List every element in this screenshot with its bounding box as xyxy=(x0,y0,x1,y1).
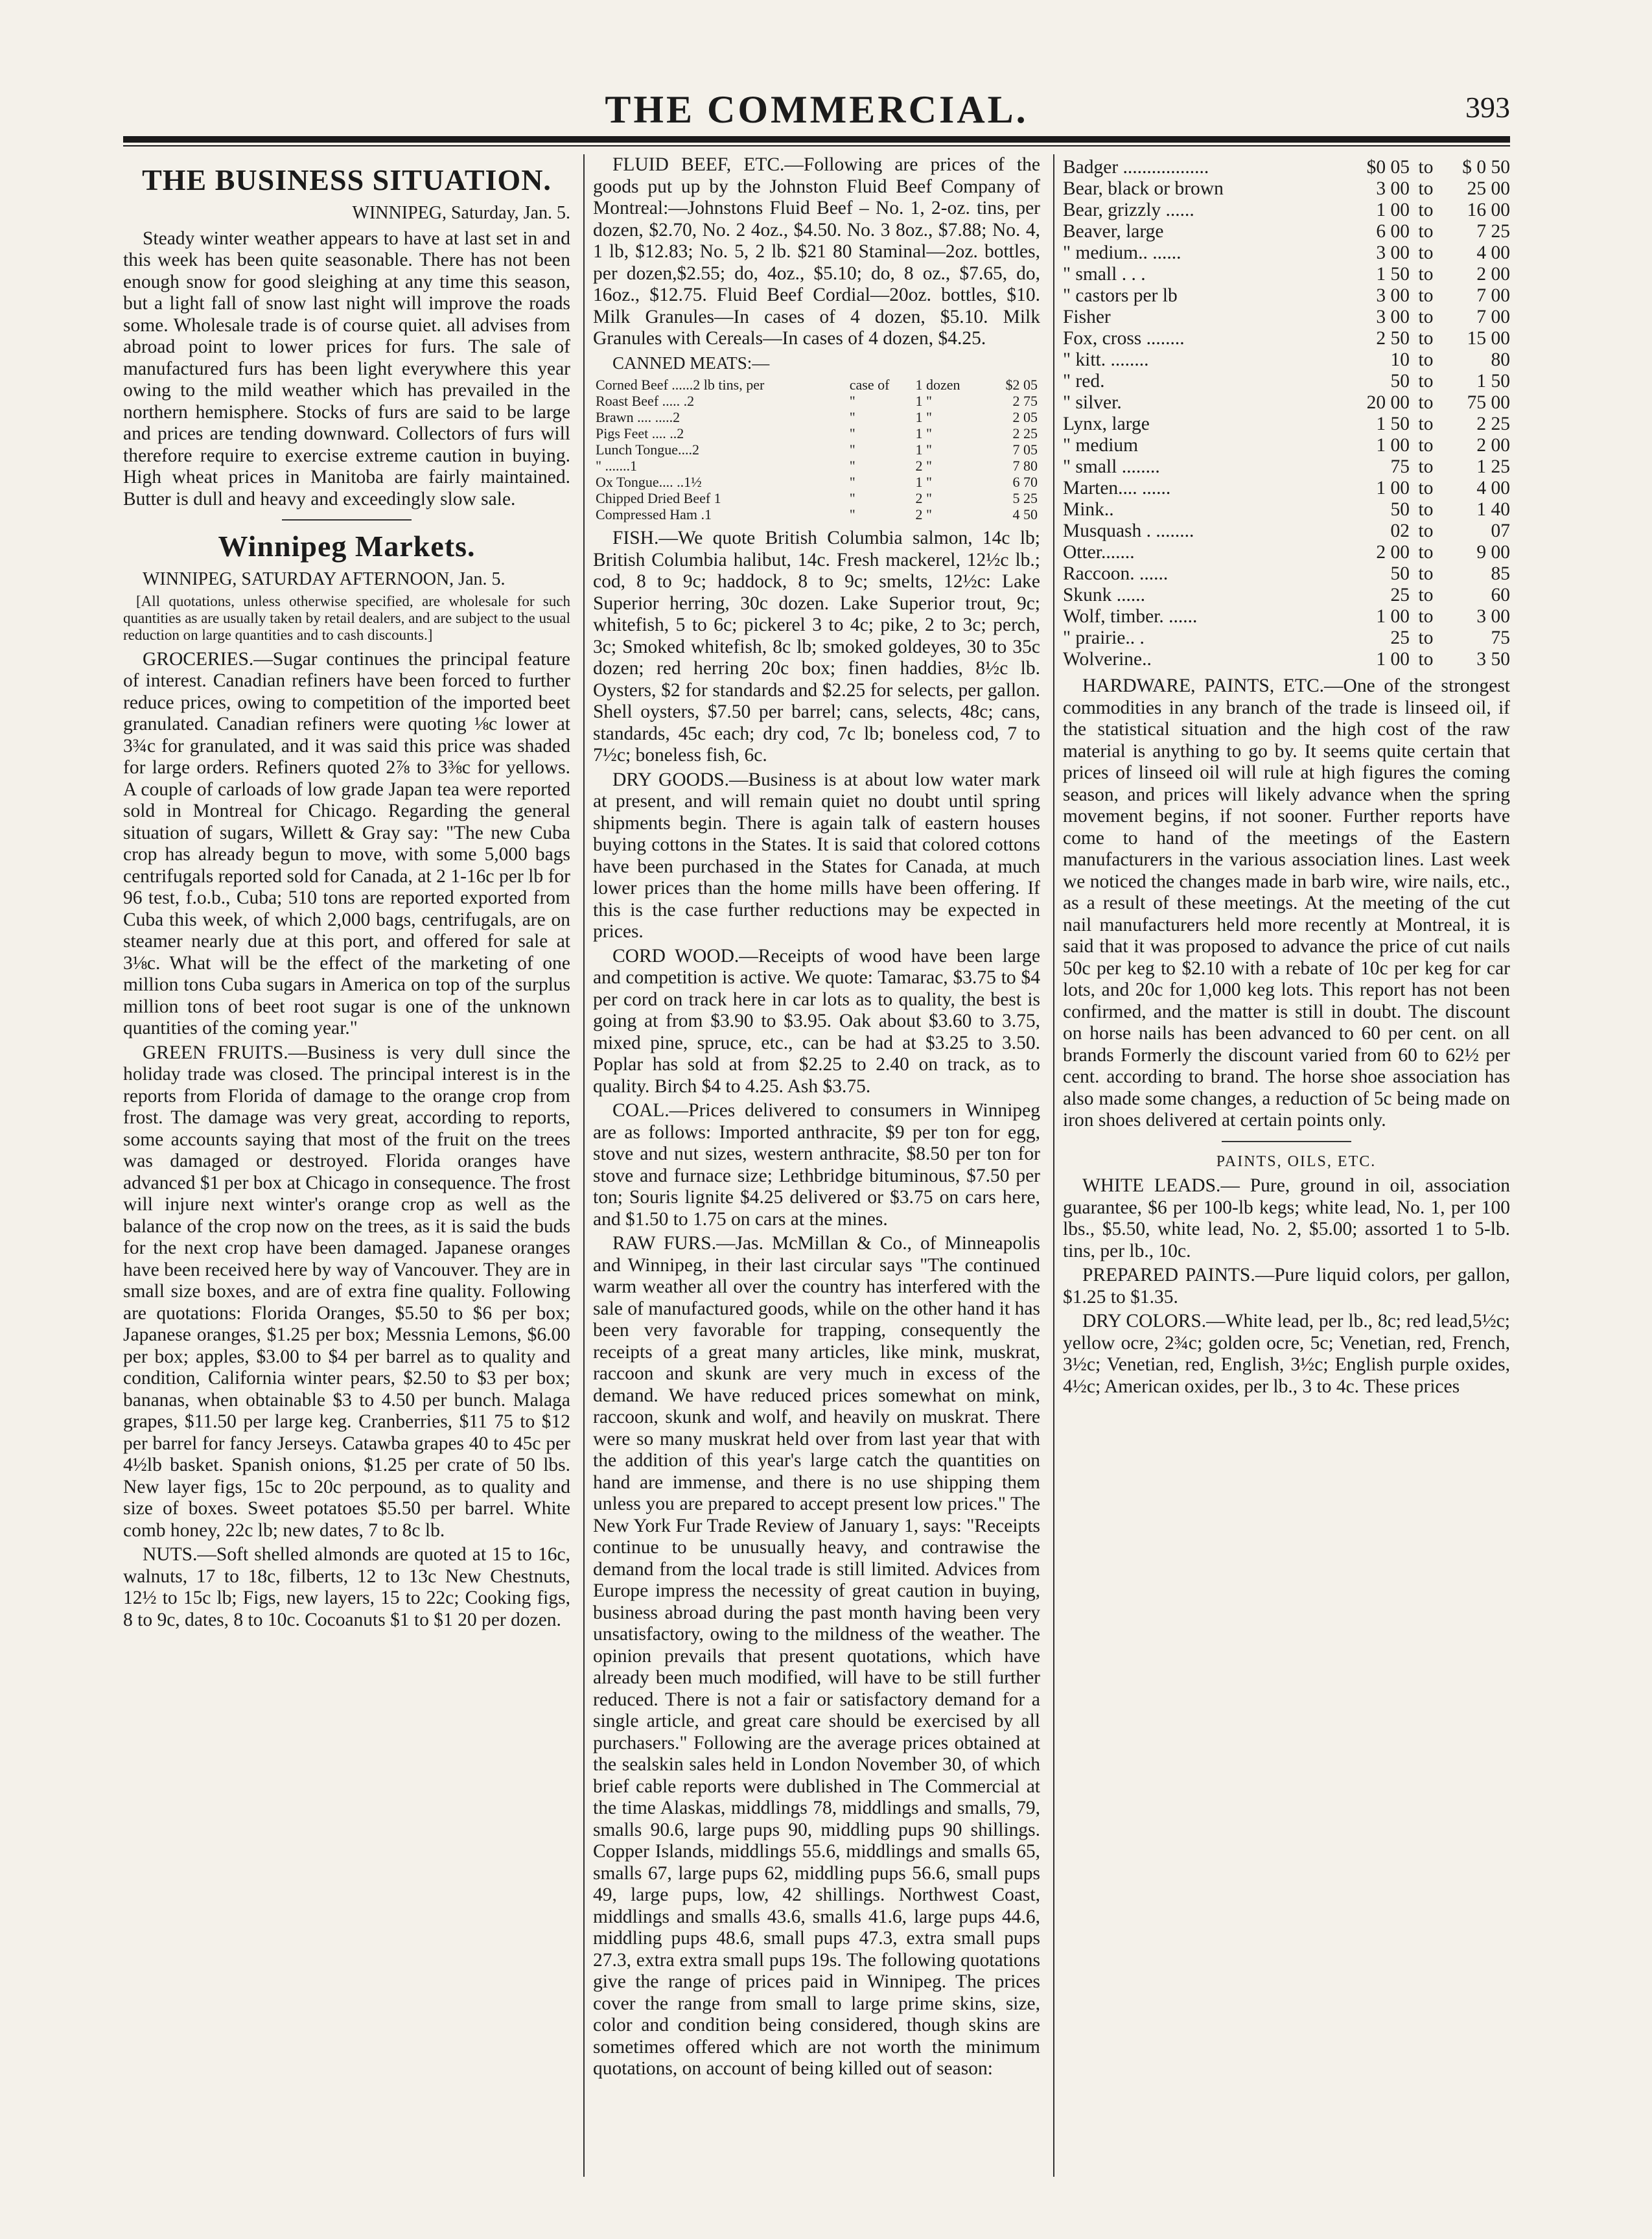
canned-qty: 1 " xyxy=(915,409,933,425)
canned-qty: 1 " xyxy=(915,441,933,458)
fur-price-row xyxy=(1063,542,1510,563)
fur-price-low: 50 xyxy=(1390,499,1410,520)
fur-price-high: 60 xyxy=(1491,585,1510,605)
fur-price-high: 7 00 xyxy=(1476,285,1510,306)
fur-name: Bear, black or brown xyxy=(1063,178,1224,199)
fur-name: Raccoon. ...... xyxy=(1063,563,1169,584)
fur-price-high: 4 00 xyxy=(1476,478,1510,498)
fur-price-row xyxy=(1063,435,1510,456)
fur-name: " medium.. ...... xyxy=(1063,242,1181,263)
fur-price-row xyxy=(1063,649,1510,670)
fur-price-low: 3 00 xyxy=(1376,242,1410,263)
fur-price-to: to xyxy=(1418,521,1434,541)
fur-name: Fox, cross ........ xyxy=(1063,328,1185,349)
fur-price-low: 2 00 xyxy=(1376,542,1410,563)
fur-price-low: 1 00 xyxy=(1376,649,1410,670)
fur-price-to: to xyxy=(1418,200,1434,220)
fur-price-high: 2 25 xyxy=(1476,414,1510,434)
header-rule-thin xyxy=(123,145,1510,147)
canned-case: " xyxy=(849,441,855,458)
cord-wood-paragraph: CORD WOOD.—Receipts of wood have been large and competition is active. We quote: Tamarac, $3.75 to $4 per cord on track here in car lots as to quality, the best is going at from $3.90 to $3.95. Oak about $3.60 to 3.75, mixed pine, spruce, etc., can be had at $3.25 to 3.50. Poplar has sold at from $2.25 to 2.40 on track, as to quality. Birch $4 to 4.25. Ash $3.75. xyxy=(593,945,1040,1097)
fur-price-high: 2 00 xyxy=(1476,264,1510,285)
fur-price-to: to xyxy=(1418,499,1434,520)
fur-name: Marten.... ...... xyxy=(1063,478,1171,498)
canned-case: " xyxy=(849,490,855,506)
fur-price-row xyxy=(1063,221,1510,242)
fur-price-to: to xyxy=(1418,285,1434,306)
fur-price-high: 85 xyxy=(1491,563,1510,584)
fur-price-low: 3 00 xyxy=(1376,307,1410,327)
fur-price-low: 1 00 xyxy=(1376,435,1410,456)
fur-price-to: to xyxy=(1418,242,1434,263)
canned-meats-heading: CANNED MEATS:— xyxy=(612,353,770,373)
fur-price-low: 2 50 xyxy=(1376,328,1410,349)
dry-goods-paragraph: DRY GOODS.—Business is at about low water mark at present, and will remain quiet no doubt until spring shipments begin. There is again talk of eastern houses buying cottons in the States. It is said that colored cottons have been purchased in the States for Canada, at much lower prices than the home mills have been offering. If this is the case further reductions may be expected in prices. xyxy=(593,769,1040,942)
fur-price-high: 7 00 xyxy=(1476,307,1510,327)
canned-qty: 1 " xyxy=(915,474,933,490)
fur-name: " small ........ xyxy=(1063,456,1160,477)
canned-price: 6 70 xyxy=(1012,474,1038,490)
groceries-paragraph: GROCERIES.—Sugar continues the principal feature of interest. Canadian refiners have been forced to further reduce prices, owing to competition of the imported beet granulated. Canadian refiners were quoting ⅛c lower at 3¾c for granulated, and it was said this price was shaded for large orders. Refiners quoted 2⅞ to 3⅜c for yellows. A couple of carloads of low grade Japan tea were reported sold in Montreal for Chicago. Regarding the general situation of sugars, Willett & Gray say: "The new Cuba crop has already begun to move, with some 5,000 bags centrifugals reported sold for Canada, at 2 1-16c per lb for 96 test, f.o.b., Cuba; 510 tons are reported exported from Cuba this week, of which 2,000 bags, centrifugals, are on steamer nearly due at this port, and offered for sale at 3⅛c. What will be the effect of the marketing of one million tons Cuba sugars in America on top of the surplus million tons of beet root sugar is one of the unknown quantities of the coming year." xyxy=(123,648,570,1038)
fur-price-low: $0 05 xyxy=(1366,157,1410,178)
fur-price-high: 25 00 xyxy=(1467,178,1510,199)
column-2 xyxy=(593,154,1040,2177)
nuts-paragraph: NUTS.—Soft shelled almonds are quoted at 15 to 16c, walnuts, 17 to 18c, filberts, 12 to 13c New Chestnuts, 12½ to 15c lb; Figs, new layers, 15 to 22c; Cooking figs, 8 to 9c, dates, 8 to 10c. Cocoanuts $1 to $1 20 per dozen. xyxy=(123,1544,570,1630)
raw-furs-paragraph: RAW FURS.—Jas. McMillan & Co., of Minneapolis and Winnipeg, in their last circular says "The continued warm weather all over the country has interfered with the sale of manufactured goods, while on the other hand it has been very favorable for trapping, consequently the receipts of a great many articles, like mink, muskrat, raccoon and skunk are very much in excess of the demand. We have reduced prices somewhat on mink, raccoon, skunk and wolf, and heavily on muskrat. There were so many muskrat held over from last year that with the addition of this year's large catch the quantities on hand are immense, and there is no use shipping them unless you are prepared to accept present low prices." The New York Fur Trade Review of January 1, says: "Receipts continue to be unusually heavy, and contrawise the demand from the local trade is still limited. Advices from Europe impress the necessity of great caution in buying, business abroad during the past month having been very unsatisfactory, owing to the mildness of the weather. The opinion prevails that present quotations, which have already been much modified, will have to be still further reduced. There is not a fair or satisfactory demand for a single article, and great care should be exercised by all purchasers." Following are the average prices obtained at the sealskin sales held in London November 30, of which brief cable reports were dublished in The Commercial at the time Alaskas, middlings 78, middlings and smalls, 79, smalls 90.6, large pups 90, middling pups 90 shillings. Copper Islands, middlings 55.6, middlings and smalls 65, smalls 67, large pups 62, middling pups 56.6, small pups 49, large pups, low, 42 shillings. Northwest Coast, middlings and smalls 43.6, smalls 41.6, large pups 44.6, middling pups 48.6, small pups 47.3, extra small pups 27.3, extra extra small pups 19s. The following quotations give the range of prices paid in Winnipeg. The prices cover the range from small to large prime skins, size, color and condition being considered, though skins are sometimes offered which are not worth the minimum quotations, on account of being killed out of season: xyxy=(593,1233,1040,2079)
canned-price: 2 25 xyxy=(1012,425,1038,441)
fur-price-row xyxy=(1063,264,1510,285)
fur-price-low: 25 xyxy=(1390,627,1410,648)
prepared-paints-paragraph: PREPARED PAINTS.—Pure liquid colors, per gallon, $1.25 to $1.35. xyxy=(1063,1265,1510,1307)
canned-meats-row xyxy=(593,409,1040,425)
fur-price-low: 02 xyxy=(1390,521,1410,541)
canned-item: Roast Beef ..... .2 xyxy=(596,393,695,409)
fur-name: " silver. xyxy=(1063,392,1122,413)
fur-price-high: 15 00 xyxy=(1467,328,1510,349)
canned-price: 5 25 xyxy=(1012,490,1038,506)
dry-colors-paragraph: DRY COLORS.—White lead, per lb., 8c; red lead,5½c; yellow ocre, 2¾c; golden ocre, 5c; Venetian, red, French, 3½c; Venetian, red, English, 3½c; English purple oxides, 4½c; American oxides, per lb., 3 to 4c. These prices xyxy=(1063,1311,1510,1397)
fish-paragraph: FISH.—We quote British Columbia salmon, 14c lb; British Columbia halibut, 14c. Fresh mackerel, 12½c lb.; cod, 8 to 9c; haddock, 8 to 9c; smelts, 12½c: Lake Superior herring, 30c dozen. Lake Superior trout, 9c; whitefish, 5 to 6c; pickerel 3 to 4c; pike, 2 to 3c; perch, 3c; Smoked whitefish, 8c lb; smoked goldeyes, 30 to 35c dozen; red herring 20c box; finen haddies, 8½c lb. Oysters, $2 for standards and $2.25 for selects, per gallon. Shell oysters, $7.50 per barrel; cans, selects, 48c; cans, standards, 45c each; dry cod, 7c lb; boneless cod, 7 to 7½c; boneless fish, 6c. xyxy=(593,528,1040,766)
fur-price-to: to xyxy=(1418,328,1434,349)
canned-meats-row xyxy=(593,490,1040,506)
fur-price-row xyxy=(1063,285,1510,307)
fur-price-low: 25 xyxy=(1390,585,1410,605)
header-rule xyxy=(123,136,1510,143)
canned-meats-row xyxy=(593,458,1040,474)
fur-price-low: 6 00 xyxy=(1376,221,1410,242)
column-3 xyxy=(1063,154,1510,2177)
fur-price-to: to xyxy=(1418,371,1434,392)
fur-name: Badger .................. xyxy=(1063,157,1209,178)
canned-case: case of xyxy=(849,377,890,393)
canned-qty: 2 " xyxy=(915,458,933,474)
fur-name: " red. xyxy=(1063,371,1105,392)
fur-price-low: 1 00 xyxy=(1376,478,1410,498)
column-rule xyxy=(583,154,585,2177)
fur-price-row xyxy=(1063,349,1510,371)
canned-meats-row xyxy=(593,377,1040,393)
canned-price: 7 80 xyxy=(1012,458,1038,474)
column-1 xyxy=(123,154,570,2177)
section-separator xyxy=(282,519,412,521)
fur-price-high: $ 0 50 xyxy=(1462,157,1510,178)
fur-price-low: 1 50 xyxy=(1376,264,1410,285)
fur-price-high: 2 00 xyxy=(1476,435,1510,456)
canned-meats-row xyxy=(593,393,1040,409)
canned-meats-row xyxy=(593,506,1040,522)
fur-price-high: 1 40 xyxy=(1476,499,1510,520)
canned-price: 2 75 xyxy=(1012,393,1038,409)
fur-price-to: to xyxy=(1418,649,1434,670)
fur-name: Bear, grizzly ...... xyxy=(1063,200,1194,220)
canned-price: 7 05 xyxy=(1012,441,1038,458)
canned-item: Compressed Ham .1 xyxy=(596,506,712,522)
winnipeg-markets-dateline: WINNIPEG, SATURDAY AFTERNOON, Jan. 5. xyxy=(143,569,506,589)
canned-price: $2 05 xyxy=(1005,377,1038,393)
canned-case: " xyxy=(849,393,855,409)
fur-price-to: to xyxy=(1418,264,1434,285)
canned-qty: 1 " xyxy=(915,393,933,409)
canned-item: Lunch Tongue....2 xyxy=(596,441,699,458)
fur-price-to: to xyxy=(1418,585,1434,605)
fur-name: Mink.. xyxy=(1063,499,1114,520)
fur-price-row xyxy=(1063,178,1510,200)
fur-price-row xyxy=(1063,328,1510,349)
fur-price-to: to xyxy=(1418,478,1434,498)
canned-price: 4 50 xyxy=(1012,506,1038,522)
newspaper-title: THE COMMERCIAL. xyxy=(605,88,1029,131)
fur-price-to: to xyxy=(1418,456,1434,477)
business-situation-heading: THE BUSINESS SITUATION. xyxy=(142,163,552,196)
fur-price-low: 50 xyxy=(1390,563,1410,584)
fur-price-high: 80 xyxy=(1491,349,1510,370)
fur-name: Wolf, timber. ...... xyxy=(1063,606,1198,627)
fur-price-low: 3 00 xyxy=(1376,178,1410,199)
canned-qty: 1 " xyxy=(915,425,933,441)
fur-price-row xyxy=(1063,606,1510,627)
fur-price-high: 75 xyxy=(1491,627,1510,648)
fur-price-row xyxy=(1063,563,1510,585)
fur-price-low: 75 xyxy=(1390,456,1410,477)
green-fruits-paragraph: GREEN FRUITS.—Business is very dull since the holiday trade was closed. The principal interest is in the reports from Florida of damage to the orange crop from frost. The damage was very great, according to reports, some accounts saying that most of the fruit on the trees was damaged or destroyed. Florida oranges have advanced $1 per box at Chicago in consequence. The frost will injure next winter's orange crop as well as the balance of the crop now on the trees, as it is said the buds for the next crop have been damaged. Japanese oranges have been received here by way of Vancouver. They are in small size boxes, and are of extra fine quality. Following are quotations: Florida Oranges, $5.50 to $6 per box; Japanese oranges, $1.25 per box; Messnia Lemons, $6.00 per box; apples, $3.00 to $4 per barrel as to quality and condition, California winter pears, $2.50 to $3 per box; bananas, when obtainable $3 to 4.50 per bunch. Malaga grapes, $11.50 per large keg. Cranberries, $11 75 to $12 per barrel for fancy Jerseys. Catawba grapes 40 to 45c per 4½lb basket. Spanish onions, $1.25 per crate of 50 lbs. New layer figs, 15c to 20c perpound, as to quality and size of boxes. Sweet potatoes $5.50 per barrel. White comb honey, 22c lb; new dates, 7 to 8c lb. xyxy=(123,1042,570,1541)
fur-price-row xyxy=(1063,499,1510,521)
fur-name: " castors per lb xyxy=(1063,285,1178,306)
canned-qty: 1 dozen xyxy=(915,377,960,393)
canned-case: " xyxy=(849,474,855,490)
fur-price-low: 20 00 xyxy=(1366,392,1410,413)
section-separator xyxy=(1222,1141,1351,1142)
fur-price-high: 9 00 xyxy=(1476,542,1510,563)
fur-price-low: 1 00 xyxy=(1376,200,1410,220)
column-rule xyxy=(1053,154,1054,2177)
fur-price-high: 1 25 xyxy=(1476,456,1510,477)
fur-price-row xyxy=(1063,585,1510,606)
fur-price-row xyxy=(1063,456,1510,478)
fur-price-row xyxy=(1063,521,1510,542)
fur-price-to: to xyxy=(1418,392,1434,413)
masthead xyxy=(123,88,1510,139)
canned-case: " xyxy=(849,409,855,425)
fur-price-row xyxy=(1063,307,1510,328)
fur-price-row xyxy=(1063,371,1510,392)
fur-price-to: to xyxy=(1418,307,1434,327)
fur-price-to: to xyxy=(1418,221,1434,242)
canned-item: Pigs Feet .... ..2 xyxy=(596,425,684,441)
fur-price-to: to xyxy=(1418,435,1434,456)
canned-meats-row xyxy=(593,425,1040,441)
canned-case: " xyxy=(849,425,855,441)
fur-name: " prairie.. . xyxy=(1063,627,1145,648)
fur-price-high: 7 25 xyxy=(1476,221,1510,242)
canned-meats-row xyxy=(593,441,1040,458)
fur-name: " kitt. ........ xyxy=(1063,349,1149,370)
canned-qty: 2 " xyxy=(915,506,933,522)
fur-price-high: 1 50 xyxy=(1476,371,1510,392)
fur-price-low: 10 xyxy=(1390,349,1410,370)
canned-case: " xyxy=(849,458,855,474)
fur-price-row xyxy=(1063,478,1510,499)
canned-item: Brawn .... .....2 xyxy=(596,409,681,425)
fur-price-row xyxy=(1063,414,1510,435)
fur-price-high: 16 00 xyxy=(1467,200,1510,220)
fur-price-to: to xyxy=(1418,349,1434,370)
canned-meats-row xyxy=(593,474,1040,490)
coal-paragraph: COAL.—Prices delivered to consumers in Winnipeg are as follows: Imported anthracite, $9 per ton for egg, stove and nut sizes, western anthracite, $8.50 per ton for stove and furnace size; Lethbridge bituminous, $7.50 per ton; Souris lignite $4.25 delivered or $3.75 on cars here, and $1.50 to 1.75 on cars at the mines. xyxy=(593,1100,1040,1230)
canned-item: Ox Tongue.... ..1½ xyxy=(596,474,702,490)
fur-price-to: to xyxy=(1418,627,1434,648)
fur-price-low: 1 00 xyxy=(1376,606,1410,627)
fur-price-to: to xyxy=(1418,178,1434,199)
fur-name: Otter....... xyxy=(1063,542,1135,563)
business-situation-body: Steady winter weather appears to have at last set in and this week has been quite seasonable. There has not been enough snow for good sleighing at any time this season, but a light fall of snow last night will improve the roads some. Wholesale trade is of course quiet. all advises from abroad point to lower prices for furs. The sale of manufactured furs has been light everywhere this year owing to the mild weather which has prevailed in the northern hemisphere. Stocks of furs are said to be large and prices are tending downward. Collectors of furs will therefore require to exercise extreme caution in buying. High wheat prices in Manitoba are fairly maintained. Butter is dull and heavy and exceedingly slow sale. xyxy=(123,228,570,510)
fur-price-row xyxy=(1063,200,1510,221)
fur-price-row xyxy=(1063,157,1510,178)
page-number: 393 xyxy=(1465,91,1510,124)
fur-price-to: to xyxy=(1418,157,1434,178)
white-leads-paragraph: WHITE LEADS.— Pure, ground in oil, association guarantee, $6 per 100-lb kegs; white lead, No. 1, per 100 lbs., $5.50, white lead, No. 2, $5.00; assorted 1 to 5-lb. tins, per lb., 10c. xyxy=(1063,1175,1510,1261)
fur-price-high: 75 00 xyxy=(1467,392,1510,413)
fur-price-high: 3 50 xyxy=(1476,649,1510,670)
business-situation-dateline: WINNIPEG, Saturday, Jan. 5. xyxy=(352,203,570,223)
fur-price-row xyxy=(1063,242,1510,264)
fur-price-low: 3 00 xyxy=(1376,285,1410,306)
winnipeg-markets-heading: Winnipeg Markets. xyxy=(218,530,476,563)
fur-price-to: to xyxy=(1418,606,1434,627)
hardware-paragraph: HARDWARE, PAINTS, ETC.—One of the strongest commodities in any branch of the trade is linseed oil, if the statistical situation and the high cost of the raw material is anything to go by. It seems quite certain that prices of linseed oil will rule at high figures the coming season, and prices will likely advance when the spring movement begins, if not sooner. Further reports have come to hand of the meetings of the Eastern manufacturers in the various association lines. Last week we noticed the changes made in barb wire, wire nails, etc., as a result of these meetings. At the meeting of the cut nail manufacturers held more recently at Montreal, it is said that it was proposed to advance the price of cut nails 50c per keg to $2.10 with a rebate of 10c per keg for car lots, and 20c for 1,000 keg lots. This report has not been confirmed, and the matter is still in doubt. The discount on horse nails has been advanced to 60 per cent. on all brands Formerly the discount varied from 60 to 62½ per cent. according to brand. The horse shoe association has also made some changes, a reduction of 5c being made on iron shoes delivered at certain points only. xyxy=(1063,675,1510,1131)
canned-price: 2 05 xyxy=(1012,409,1038,425)
fur-name: Skunk ...... xyxy=(1063,585,1146,605)
fur-price-low: 1 50 xyxy=(1376,414,1410,434)
fur-price-row xyxy=(1063,392,1510,414)
fur-name: Lynx, large xyxy=(1063,414,1150,434)
fur-price-high: 3 00 xyxy=(1476,606,1510,627)
canned-item: Corned Beef ......2 lb tins, per xyxy=(596,377,765,393)
fur-name: Beaver, large xyxy=(1063,221,1164,242)
fluid-beef-paragraph: FLUID BEEF, ETC.—Following are prices of the goods put up by the Johnston Fluid Beef Company of Montreal:—Johnstons Fluid Beef – No. 1, 2-oz. tins, per dozen, $2.70, No. 2 4oz., $4.50. No. 3 8oz., $7.88; No. 4, 1 lb, $12.83; No. 5, 2 lb. $21 80 Staminal—2oz. bottles, per dozen,$2.55; do, 4oz., $5.10; do, 8 oz., $7.65, do, 16oz., $12.75. Fluid Beef Cordial—20oz. bottles, $10. Milk Granules—In cases of 4 dozen, $5.10. Milk Granules with Cereals—In cases of 4 dozen, $4.25. xyxy=(593,154,1040,349)
fur-price-high: 4 00 xyxy=(1476,242,1510,263)
fur-price-to: to xyxy=(1418,542,1434,563)
canned-qty: 2 " xyxy=(915,490,933,506)
fur-name: " medium xyxy=(1063,435,1139,456)
fur-price-to: to xyxy=(1418,414,1434,434)
canned-item: Chipped Dried Beef 1 xyxy=(596,490,721,506)
fur-price-low: 50 xyxy=(1390,371,1410,392)
quotations-note: [All quotations, unless otherwise specified, are wholesale for such quantities as are usually taken by retail dealers, and are subject to the usual reduction on large quantities and to cash discounts.] xyxy=(123,592,570,643)
canned-case: " xyxy=(849,506,855,522)
fur-price-row xyxy=(1063,627,1510,649)
canned-meats-table xyxy=(593,377,1040,522)
fur-name: Musquash . ........ xyxy=(1063,521,1194,541)
fur-prices-table xyxy=(1063,157,1510,670)
fur-name: Wolverine.. xyxy=(1063,649,1152,670)
fur-name: " small . . . xyxy=(1063,264,1146,285)
fur-name: Fisher xyxy=(1063,307,1111,327)
canned-item: " .......1 xyxy=(596,458,637,474)
fur-price-to: to xyxy=(1418,563,1434,584)
paints-heading: PAINTS, OILS, ETC. xyxy=(1216,1153,1377,1170)
fur-price-high: 07 xyxy=(1491,521,1510,541)
